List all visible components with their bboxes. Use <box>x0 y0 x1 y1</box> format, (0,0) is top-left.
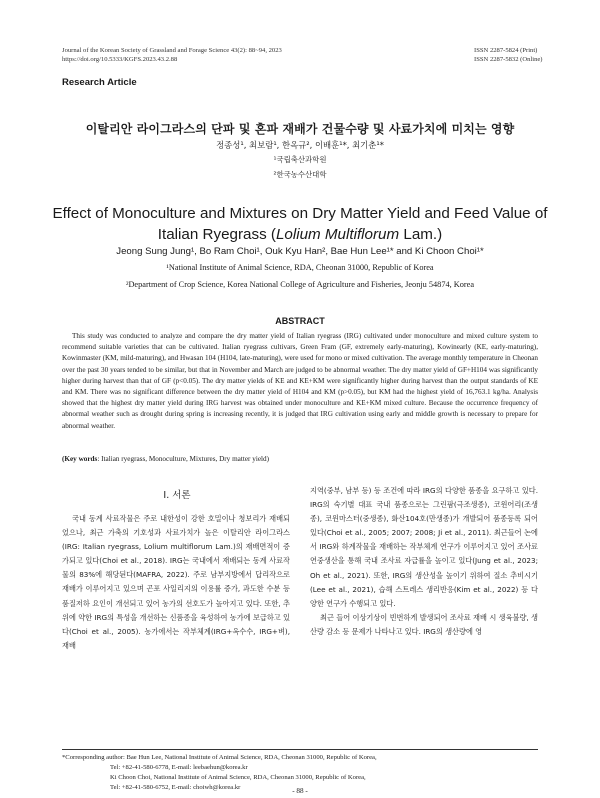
footnote-line-2 <box>62 763 538 773</box>
abstract-heading: ABSTRACT <box>275 316 325 326</box>
english-title-prefix: Italian Ryegrass ( <box>157 226 276 243</box>
english-title-line-2 <box>0 224 600 245</box>
footnote-line-3 <box>62 773 538 783</box>
keywords-list: : Italian ryegrass, Monoculture, Mixtures, Dry matter yield) <box>97 455 269 463</box>
intro-paragraph-2: 최근 들어 이상기상이 빈번하게 발생되어 조사료 재배 시 생육불량, 생산량 감소 등 문제가 나타나고 있다. IRG의 생산량에 영 <box>310 612 538 636</box>
footnote-author-2: Ki Choon Choi, National Institute of Animal Science, RDA, Cheonan 31000, Republic of Korea, <box>110 774 366 781</box>
english-authors: Jeong Sung Jung¹, Bo Ram Choi¹, Ouk Kyu Han², Bae Hun Lee¹* and Ki Choon Choi¹* <box>116 246 484 257</box>
english-affiliation-1: ¹National Institute of Animal Science, RDA, Cheonan 31000, Republic of Korea <box>166 263 434 272</box>
issn-print: ISSN 2287-5824 (Print) <box>474 47 538 54</box>
korean-title: 이탈리안 라이그라스의 단파 및 혼파 재배가 건물수량 및 사료가치에 미치는 영향 <box>85 122 515 136</box>
intro-paragraph-1-continued: 지역(중부, 남부 등) 등 조건에 따라 IRG의 다양한 품종을 요구하고 있다. IRG의 숙기별 대표 국내 품종으로는 그린팜(극조생종), 코윈어리(조생종), 코윈마스터(중생종), 화산104호(만생종)가 개발되어 품종등록 되어있다(Choi et al., 2005; 2007; 2008; Ji et al., 2011). 최근들어 논에서 IRG와 하계작물을 재배하는 작부체계 연구가 이루어지고 있어 조사료 연중생산을 통해 국내 조사료 자급률을 높이고 있다(Jung et al., 2023; Oh et al., 2021). 또한, IRG의 생산성을 높이기 위하여 질소 추비시기(Lee et al., 2021), 습해 스트레스 생리반응(Kim et al., 2022) 등 다양한 연구가 수행되고 있다. <box>310 486 538 608</box>
korean-affiliation-1: ¹국립축산과학원 <box>273 155 327 164</box>
english-title-suffix: Lam.) <box>399 226 443 243</box>
abstract-body: This study was conducted to analyze and compare the dry matter yield of Italian ryegrass (IRG) cultivated under monoculture and mixed culture system to recommend suitable varieties that can be cultivated. Italian ryegrass cultivars, Green Fram (GF, extremely early-maturing), Kowinearly (KE, early-maturing), Kowinmaster (KM, mild-maturing), and Hwasan 104 (H104, late-maturing), were used for mono or mixed cultivation. The average monthly temperature in Cheonan over the past 30 years tended to be similar, but that in November and March are judged to be abnormal weather. The dry matter yield of GF+H104 was significantly higher during harvest than that of GF (p<0.05). The dry matter yields of KE and KE+KM were significantly higher during harvest than the output standards of KE and KM. There was no significant difference between the dry matter yield of H104 and KM (p>0.05), but KM had the highest yield of 16,763.1 kg/ha. Analysis showed that the highest dry matter yield during IRG harvest was obtained under monoculture and KE+KM mixed culture. Because the occurrence frequency of abnormal weather such as drought during spring is increasing recently, it is judged that IRG cultivation using early and middle growth is necessary to prepare for abnormal weather. <box>62 332 538 430</box>
keywords-label: (Key words <box>62 455 98 463</box>
english-title-line-1: Effect of Monoculture and Mixtures on Dry Matter Yield and Feed Value of <box>52 205 548 222</box>
species-name: Lolium Multiflorum <box>275 226 400 243</box>
section-heading-introduction: Ⅰ. 서론 <box>163 490 191 501</box>
article-type: Research Article <box>62 77 137 88</box>
korean-affiliation-2: ²한국농수산대학 <box>273 170 327 179</box>
english-affiliation-2: ²Department of Crop Science, Korea National College of Agriculture and Fisheries, Jeonju 54874, Korea <box>125 280 475 289</box>
footnote-line-1: *Corresponding author: Bae Hun Lee, National Institute of Animal Science, RDA, Cheonan 31000, Republic of Korea, <box>62 754 377 761</box>
journal-citation: Journal of the Korean Society of Grassland and Forage Science 43(2): 88~94, 2023 <box>62 47 282 54</box>
journal-header <box>62 46 282 64</box>
body-right-column <box>310 484 538 639</box>
doi-link[interactable]: https://doi.org/10.5333/KGFS.2023.43.2.88 <box>62 56 178 63</box>
keywords <box>62 455 538 463</box>
korean-authors: 정종성¹, 최보람¹, 한옥규², 이배훈¹*, 최기춘¹* <box>216 140 384 150</box>
footnote-divider <box>62 749 538 750</box>
body-left-column <box>62 512 290 653</box>
english-title <box>0 203 600 245</box>
footnote-contact-2[interactable]: Tel: +82-41-580-6752, E-mail: choiwh@korea.kr <box>110 784 241 791</box>
issn-block <box>474 46 543 64</box>
issn-online: ISSN 2287-5832 (Online) <box>474 56 543 63</box>
page-number: - 88 - <box>292 787 308 795</box>
footnote-contact-1[interactable]: Tel: +82-41-580-6778, E-mail: leebaehun@korea.kr <box>110 764 248 771</box>
intro-paragraph-1: 국내 동계 사료작물은 주로 내한성이 강한 호밀이나 청보리가 재배되었으나, 최근 가축의 기호성과 사료가치가 높은 이탈리안 라이그라스(IRG: Italian ryegrass, Lolium multiflorum Lam.)의 재배면적이 증가되고 있다(Choi et al., 2018). IRG는 국내에서 재배되는 동계 사료작물의 83%에 해당된다(MAFRA, 2022). 주로 남부지방에서 답리작으로 재배가 이루어지고 있으며 곤포 사일리지의 이용률 증가, 과도한 수분 등 품질저하 요인이 개선되고 있어 농가의 선호도가 높아지고 있다. 또한, 추위에 약한 IRG의 특성을 개선하는 신품종을 육성하여 농가에 보급하고 있다(Choi et al., 2005). 농가에서는 작부체계(IRG+옥수수, IRG+벼), 재배 <box>62 514 290 650</box>
